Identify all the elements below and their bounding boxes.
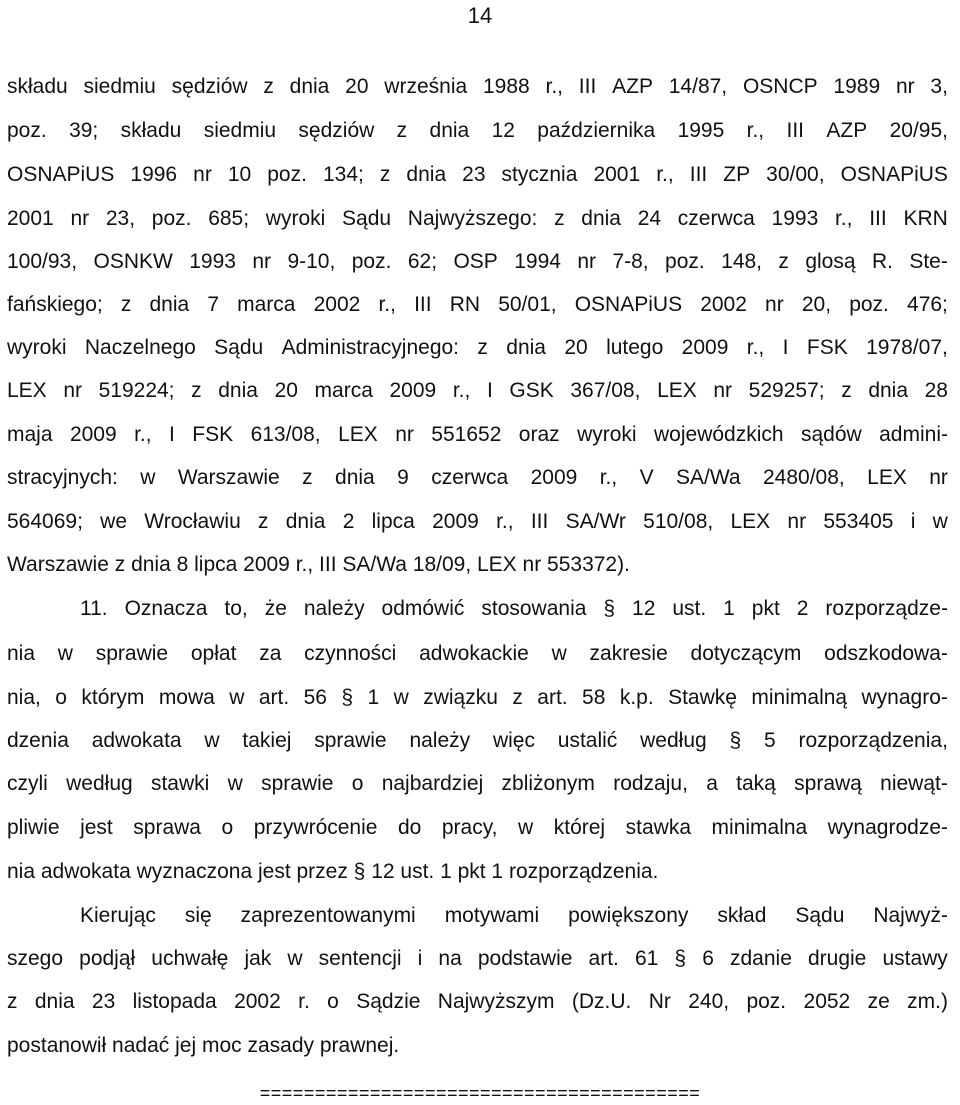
- text-line: wyroki Naczelnego Sądu Administracyjnego: z dnia 20 lutego 2009 r., I FSK 1978/07,: [7, 336, 948, 359]
- text-line: szego podjął uchwałę jak w sentencji i na podstawie art. 61 § 6 zdanie drugie ustawy: [7, 947, 948, 970]
- text-line: LEX nr 519224; z dnia 20 marca 2009 r., I GSK 367/08, LEX nr 529257; z dnia 28: [7, 379, 948, 402]
- text-line: OSNAPiUS 1996 nr 10 poz. 134; z dnia 23 stycznia 2001 r., III ZP 30/00, OSNAPiUS: [7, 163, 948, 186]
- text-line: 11. Oznacza to, że należy odmówić stosowania § 12 ust. 1 pkt 2 rozporządze-: [80, 597, 948, 620]
- text-line: poz. 39; składu siedmiu sędziów z dnia 12 października 1995 r., III AZP 20/95,: [7, 119, 948, 142]
- text-line: pliwie jest sprawa o przywrócenie do pracy, w której stawka minimalna wynagrodze-: [7, 816, 948, 839]
- text-line: nia, o którym mowa w art. 56 § 1 w związku z art. 58 k.p. Stawkę minimalną wynagro-: [7, 686, 948, 709]
- text-line: maja 2009 r., I FSK 613/08, LEX nr 551652 oraz wyroki wojewódzkich sądów admini-: [7, 423, 948, 446]
- text-line: dzenia adwokata w takiej sprawie należy więc ustalić według § 5 rozporządzenia,: [7, 729, 948, 752]
- text-line: 100/93, OSNKW 1993 nr 9-10, poz. 62; OSP 1994 nr 7-8, poz. 148, z glosą R. Ste-: [7, 250, 948, 273]
- text-line: z dnia 23 listopada 2002 r. o Sądzie Najwyższym (Dz.U. Nr 240, poz. 2052 ze zm.): [7, 990, 948, 1013]
- separator-line: ========================================: [259, 1083, 701, 1103]
- text-line: nia adwokata wyznaczona jest przez § 12 ust. 1 pkt 1 rozporządzenia.: [7, 860, 659, 883]
- text-line: Warszawie z dnia 8 lipca 2009 r., III SA/Wa 18/09, LEX nr 553372).: [7, 553, 630, 576]
- text-line: składu siedmiu sędziów z dnia 20 września 1988 r., III AZP 14/87, OSNCP 1989 nr 3,: [7, 75, 948, 98]
- text-line: stracyjnych: w Warszawie z dnia 9 czerwca 2009 r., V SA/Wa 2480/08, LEX nr: [7, 466, 948, 489]
- text-line: nia w sprawie opłat za czynności adwokackie w zakresie dotyczącym odszkodowa-: [7, 642, 948, 665]
- text-line: postanowił nadać jej moc zasady prawnej.: [7, 1034, 400, 1057]
- text-line: czyli według stawki w sprawie o najbardziej zbliżonym rodzaju, a taką sprawą niewąt-: [7, 772, 948, 795]
- text-line: fańskiego; z dnia 7 marca 2002 r., III RN 50/01, OSNAPiUS 2002 nr 20, poz. 476;: [7, 293, 948, 316]
- page-number: 14: [467, 3, 493, 28]
- text-line: 2001 nr 23, poz. 685; wyroki Sądu Najwyższego: z dnia 24 czerwca 1993 r., III KRN: [7, 207, 948, 230]
- text-line: Kierując się zaprezentowanymi motywami powiększony skład Sądu Najwyż-: [80, 904, 948, 927]
- text-line: 564069; we Wrocławiu z dnia 2 lipca 2009 r., III SA/Wr 510/08, LEX nr 553405 i w: [7, 510, 948, 533]
